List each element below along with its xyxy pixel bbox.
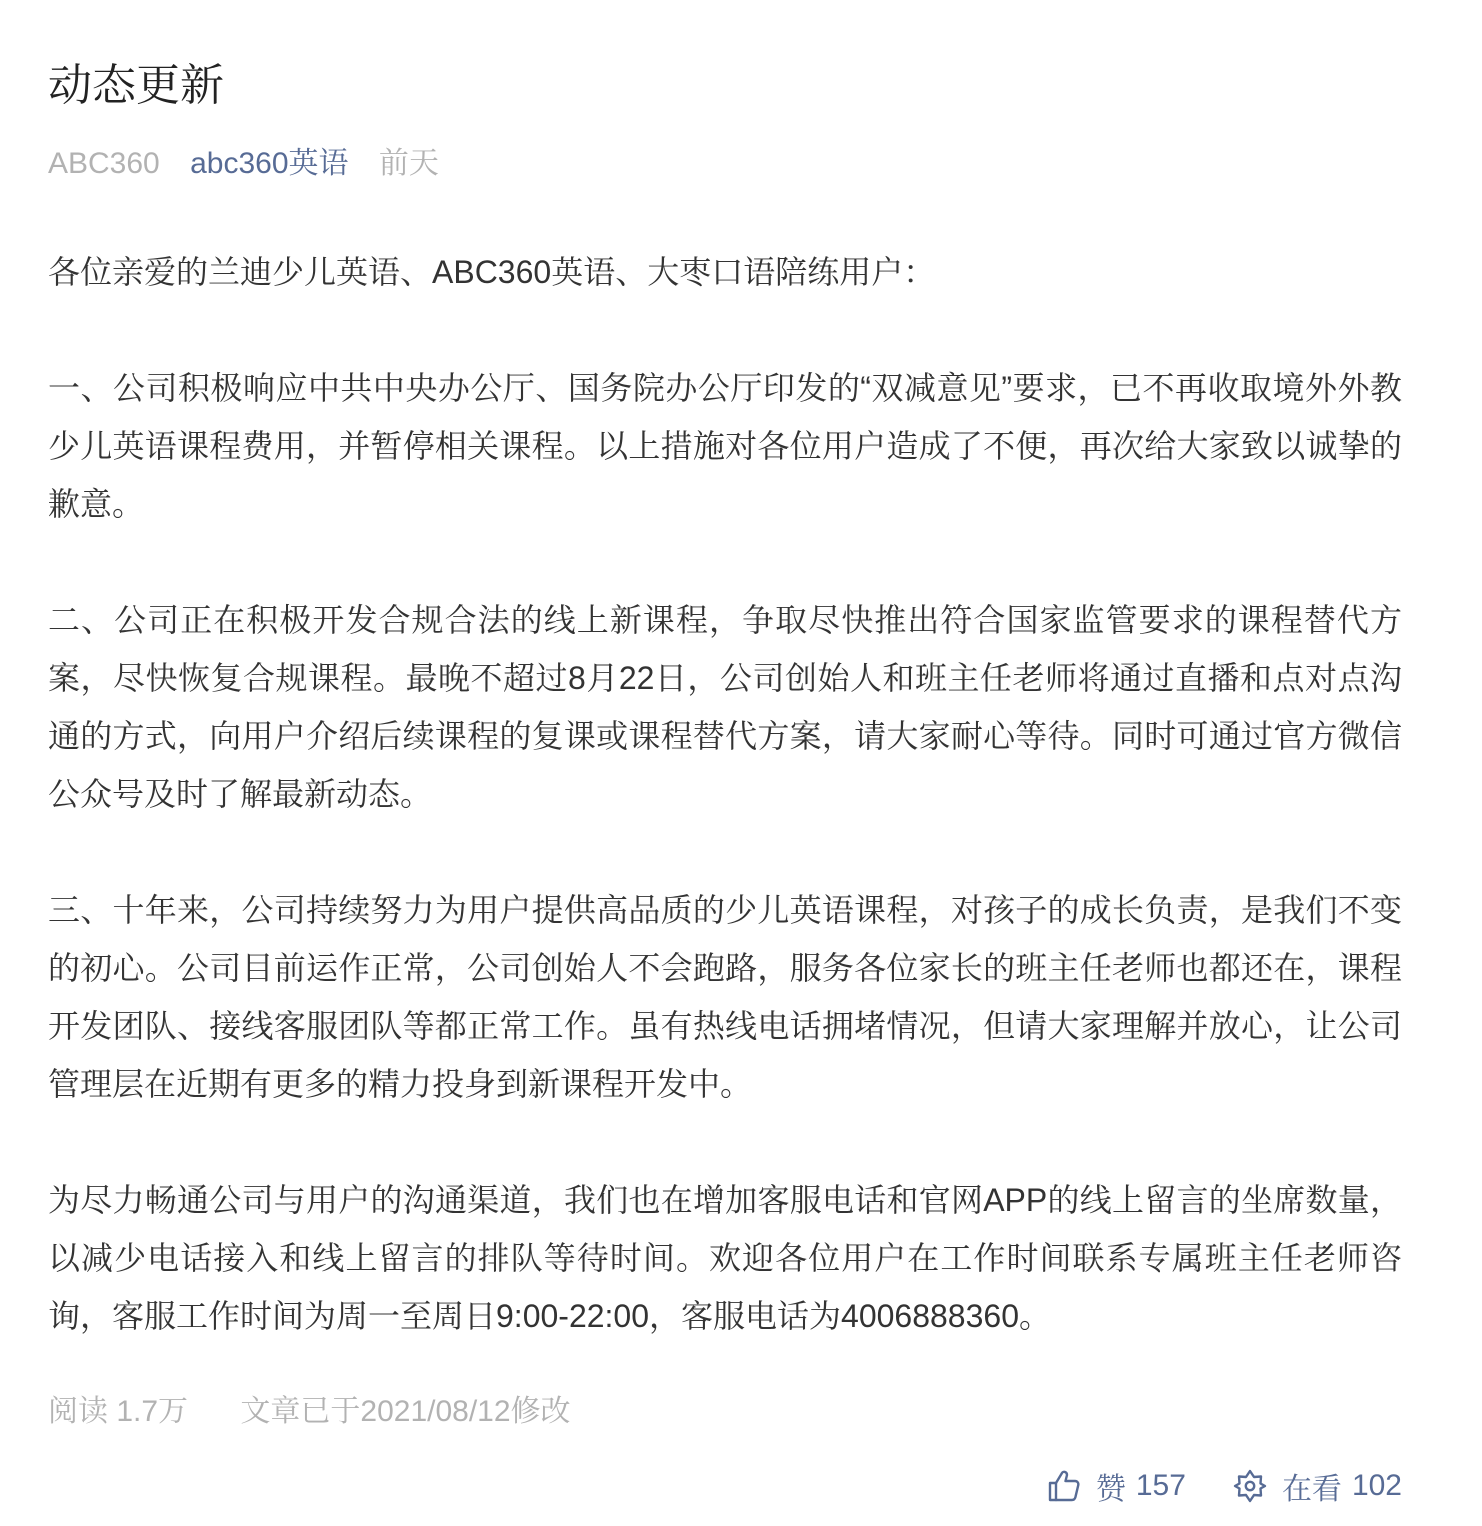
like-count: 157 xyxy=(1135,1469,1186,1502)
like-label: 赞 xyxy=(1095,1473,1126,1506)
source-label: ABC360 xyxy=(48,147,160,180)
paragraph-one: 一、公司积极响应中共中央办公厅、国务院办公厅印发的“双减意见”要求，已不再收取境外外教少儿英语课程费用，并暂停相关课程。以上措施对各位用户造成了不便，再次给大家致以诚挚的歉意。 xyxy=(48,370,1402,522)
paragraph-greeting: 各位亲爱的兰迪少儿英语、ABC360英语、大枣口语陪练用户： xyxy=(48,254,936,290)
watching-label: 在看 xyxy=(1281,1473,1342,1506)
watching-count: 102 xyxy=(1351,1469,1402,1502)
watching-button[interactable] xyxy=(1232,1464,1402,1508)
article-footer xyxy=(48,1390,571,1434)
article-content xyxy=(48,243,1402,1345)
account-name-link[interactable]: abc360英语 xyxy=(190,147,349,180)
paragraph-two: 二、公司正在积极开发合规合法的线上新课程，争取尽快推出符合国家监管要求的课程替代方案，尽快恢复合规课程。最晚不超过8月22日，公司创始人和班主任老师将通过直播和点对点沟通的方式，向用户介绍后续课程的复课或课程替代方案，请大家耐心等待。同时可通过官方微信公众号及时了解最新动态。 xyxy=(48,602,1402,812)
paragraph-contact: 为尽力畅通公司与用户的沟通渠道，我们也在增加客服电话和官网APP的线上留言的坐席数量，以减少电话接入和线上留言的排队等待时间。欢迎各位用户在工作时间联系专属班主任老师咨询，客服工作时间为周一至周日9:00-22:00，客服电话为4006888360。 xyxy=(48,1182,1402,1334)
publish-date: 前天 xyxy=(378,147,439,180)
article-title: 动态更新 xyxy=(48,61,224,110)
thumbs-up-icon xyxy=(1046,1468,1082,1504)
wow-star-icon xyxy=(1232,1468,1268,1504)
read-count: 阅读 1.7万 xyxy=(48,1395,189,1428)
article-actions xyxy=(1046,1464,1402,1508)
modified-notice: 文章已于2021/08/12修改 xyxy=(240,1395,571,1428)
article-meta xyxy=(48,144,439,184)
like-button[interactable] xyxy=(1046,1464,1186,1508)
paragraph-three: 三、十年来，公司持续努力为用户提供高品质的少儿英语课程，对孩子的成长负责，是我们不变的初心。公司目前运作正常，公司创始人不会跑路，服务各位家长的班主任老师也都还在，课程开发团队、接线客服团队等都正常工作。虽有热线电话拥堵情况，但请大家理解并放心，让公司管理层在近期有更多的精力投身到新课程开发中。 xyxy=(48,892,1402,1102)
